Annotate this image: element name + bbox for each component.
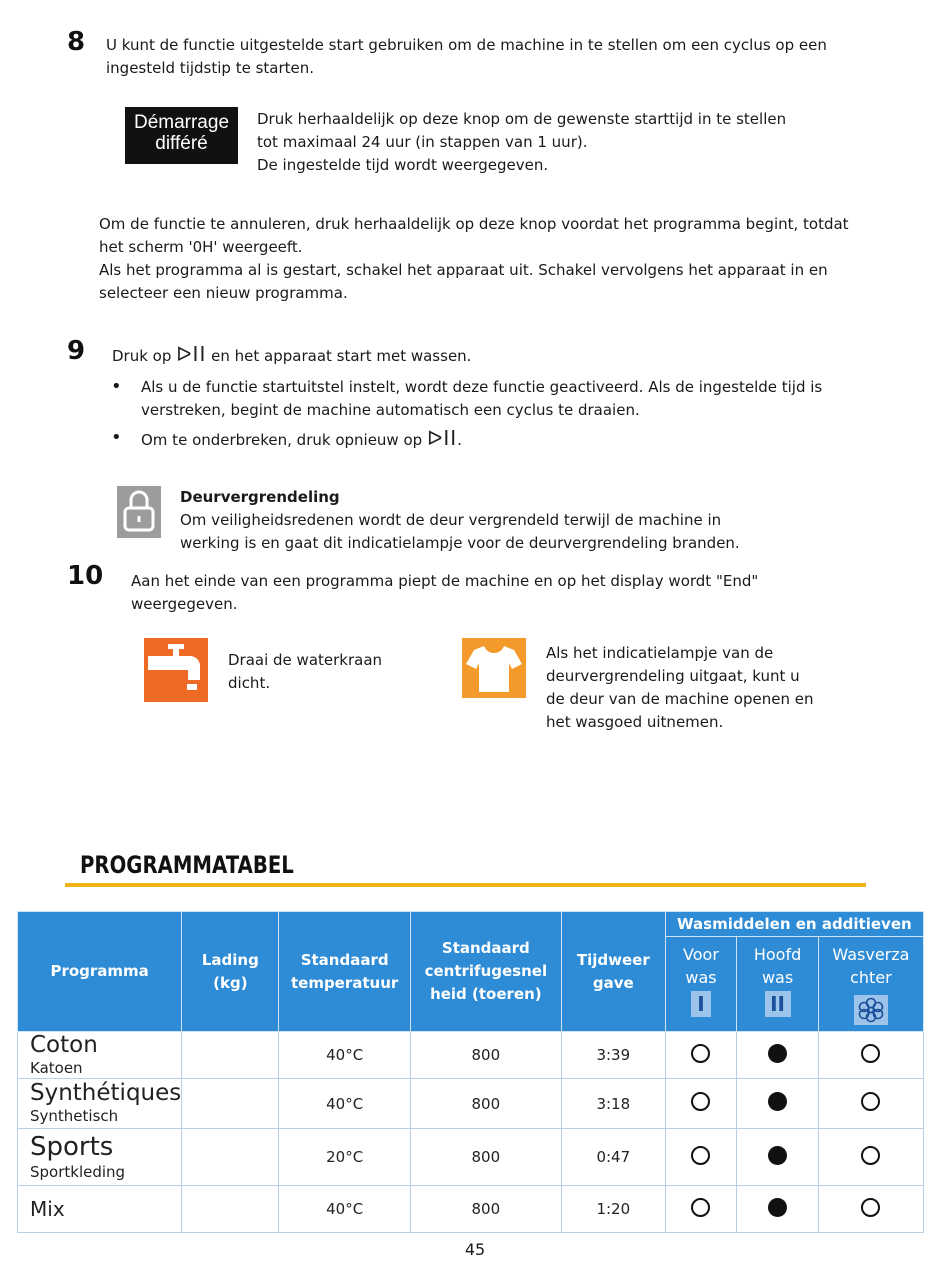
header-line: Standaard: [441, 939, 530, 957]
header-temperatuur: [279, 912, 410, 1032]
program-name: Coton: [30, 1031, 98, 1058]
tap-text: [228, 649, 428, 695]
header-line: centrifugesnel: [424, 962, 548, 980]
softener-cell: [818, 1079, 923, 1129]
water-tap-icon: [144, 638, 208, 702]
time-cell: 0:47: [561, 1129, 665, 1186]
shirt-line: Als het indicatielampje van de: [546, 644, 774, 662]
header-line: Lading: [201, 950, 259, 969]
time-cell: 1:20: [561, 1186, 665, 1233]
start-pause-icon: ᐅII: [176, 342, 207, 366]
temp-cell: 40°C: [279, 1032, 410, 1079]
door-lock-line: werking is en gaat dit indicatielampje voor de deurvergrendeling branden.: [180, 534, 740, 552]
bullet-line: • Als u de functie startuitstel instelt, wordt deze functie geactiveerd. Als de ingestelde tijd is: [141, 378, 823, 396]
filled-circle-icon: [768, 1092, 787, 1111]
header-line: Tijdweer: [576, 950, 650, 969]
table-row: [18, 1032, 924, 1079]
header-wasverzachter: [818, 937, 923, 1032]
filled-circle-icon: [768, 1146, 787, 1165]
prewash-compartment-icon: I: [691, 991, 711, 1017]
header-line: Wasverza: [832, 945, 910, 964]
desc-line: tot maximaal 24 uur (in stappen van 1 uur).: [257, 133, 588, 151]
spin-cell: 800: [410, 1079, 561, 1129]
page-number: 45: [464, 1240, 486, 1259]
step-9-text: [112, 343, 812, 368]
program-subname: Synthetisch: [30, 1107, 119, 1125]
step-9-text-before: Druk op: [112, 347, 172, 365]
prewash-cell: [665, 1129, 737, 1186]
program-subname: Sportkleding: [30, 1163, 126, 1181]
header-line: (kg): [213, 973, 248, 992]
open-circle-icon: [861, 1146, 880, 1165]
tap-line: dicht.: [228, 674, 271, 692]
start-pause-icon: ᐅII: [426, 426, 458, 450]
spin-cell: 800: [410, 1129, 561, 1186]
step-10-line: Aan het einde van een programma piept de machine en op het display wordt "End": [131, 572, 759, 590]
header-tijd: [561, 912, 665, 1032]
filled-circle-icon: [768, 1198, 787, 1217]
header-line: chter: [850, 968, 892, 987]
spin-cell: 800: [410, 1032, 561, 1079]
open-circle-icon: [691, 1044, 710, 1063]
shirt-line: de deur van de machine openen en: [546, 690, 814, 708]
door-lock-line: Om veiligheidsredenen wordt de deur vergrendeld terwijl de machine in: [180, 511, 722, 529]
bullet-pause-info: [141, 427, 861, 452]
time-cell: 3:39: [561, 1032, 665, 1079]
mainwash-cell: [737, 1079, 819, 1129]
header-line: Voor: [683, 945, 719, 964]
prewash-cell: [665, 1032, 737, 1079]
delay-start-button: [125, 107, 238, 164]
delay-start-description: [257, 108, 857, 177]
program-name-cell: [18, 1032, 182, 1079]
delay-start-line1: Démarrage: [133, 112, 230, 133]
door-lock-title: Deurvergrendeling: [180, 488, 340, 506]
lading-cell: [182, 1129, 279, 1186]
header-line: gave: [592, 973, 634, 992]
door-lock-icon: [117, 486, 161, 538]
program-name-cell: [18, 1129, 182, 1186]
step-9-text-after: en het apparaat start met wassen.: [211, 347, 472, 365]
header-line: Standaard: [300, 950, 389, 969]
cancel-line: Als het programma al is gestart, schakel het apparaat uit. Schakel vervolgens het apparaat in en: [99, 261, 828, 279]
shirt-text: [546, 642, 866, 734]
desc-line: De ingestelde tijd wordt weergegeven.: [257, 156, 549, 174]
table-row: [18, 1079, 924, 1129]
desc-line: Druk herhaaldelijk op deze knop om de gewenste starttijd in te stellen: [257, 110, 787, 128]
header-line: Hoofd: [753, 945, 802, 964]
door-lock-block: [180, 486, 820, 555]
header-wasmiddelen: Wasmiddelen en additieven: [665, 912, 923, 937]
temp-cell: 40°C: [279, 1079, 410, 1129]
step-10-line: weergegeven.: [131, 595, 238, 613]
open-circle-icon: [691, 1198, 710, 1217]
program-name-cell: [18, 1079, 182, 1129]
cancel-instructions: [99, 213, 899, 305]
section-title: PROGRAMMATABEL: [80, 851, 294, 879]
step-8-text: U kunt de functie uitgestelde start gebruiken om de machine in te stellen om een cyclus op een ingesteld tijdstip te starten.: [106, 36, 827, 77]
header-voorwas: [665, 937, 737, 1032]
bullet-pause-period: .: [457, 431, 462, 449]
open-circle-icon: [861, 1092, 880, 1111]
softener-cell: [818, 1129, 923, 1186]
tap-line: Draai de waterkraan: [228, 651, 383, 669]
step-8-number: 8: [67, 27, 86, 57]
softener-cell: [818, 1032, 923, 1079]
prewash-cell: [665, 1186, 737, 1233]
program-name: Sports: [30, 1132, 114, 1162]
softener-cell: [818, 1186, 923, 1233]
section-rule: [65, 883, 866, 887]
shirt-line: het wasgoed uitnemen.: [546, 713, 724, 731]
mainwash-cell: [737, 1032, 819, 1079]
temp-cell: 40°C: [279, 1186, 410, 1233]
filled-circle-icon: [768, 1044, 787, 1063]
bullet-delay-info: [141, 376, 861, 422]
delay-start-line2: différé: [155, 133, 208, 154]
temp-cell: 20°C: [279, 1129, 410, 1186]
program-name-cell: [18, 1186, 182, 1233]
cancel-line: het scherm '0H' weergeeft.: [99, 238, 303, 256]
open-circle-icon: [861, 1044, 880, 1063]
prewash-cell: [665, 1079, 737, 1129]
header-centrifuge: [410, 912, 561, 1032]
table-row: [18, 1129, 924, 1186]
lading-cell: [182, 1032, 279, 1079]
table-row: [18, 1186, 924, 1233]
shirt-line: deurvergrendeling uitgaat, kunt u: [546, 667, 800, 685]
header-line: was: [761, 968, 794, 987]
open-circle-icon: [691, 1146, 710, 1165]
program-table: [17, 911, 924, 1233]
lading-cell: [182, 1186, 279, 1233]
bullet-line: verstreken, begint de machine automatisch een cyclus te draaien.: [141, 401, 640, 419]
spin-cell: 800: [410, 1186, 561, 1233]
open-circle-icon: [691, 1092, 710, 1111]
mainwash-compartment-icon: II: [765, 991, 791, 1017]
header-line: temperatuur: [290, 973, 399, 992]
header-lading: [182, 912, 279, 1032]
program-name: Synthétiques: [30, 1080, 182, 1106]
bullet-pause-text: Om te onderbreken, druk opnieuw op: [141, 431, 423, 449]
mainwash-cell: [737, 1186, 819, 1233]
program-name: Mix: [30, 1196, 65, 1221]
header-hoofdwas: [737, 937, 819, 1032]
cancel-line: selecteer een nieuw programma.: [99, 284, 348, 302]
time-cell: 3:18: [561, 1079, 665, 1129]
step-10-number: 10: [67, 561, 104, 591]
shirt-icon: [462, 638, 526, 698]
header-line: heid (toeren): [430, 985, 542, 1003]
header-line: was: [685, 968, 717, 987]
step-10-text: [131, 570, 851, 616]
step-9-number: 9: [67, 336, 86, 366]
open-circle-icon: [861, 1198, 880, 1217]
program-subname: Katoen: [30, 1058, 83, 1077]
lading-cell: [182, 1079, 279, 1129]
cancel-line: Om de functie te annuleren, druk herhaaldelijk op deze knop voordat het programma begint, totdat: [99, 215, 849, 233]
softener-flower-icon: [854, 995, 888, 1025]
header-programma: Programma: [18, 912, 182, 1032]
mainwash-cell: [737, 1129, 819, 1186]
